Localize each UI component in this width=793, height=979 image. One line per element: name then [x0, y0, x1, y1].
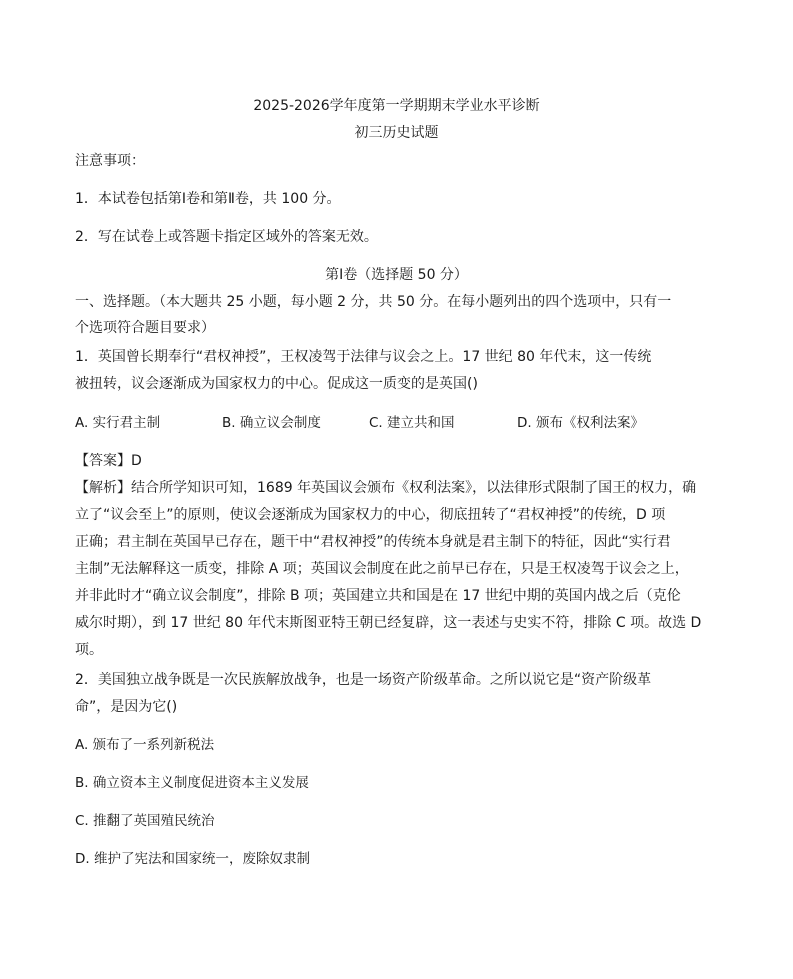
question-2-stem-line: 2．美国独立战争既是一次民族解放战争，也是一场资产阶级革命。之所以说它是“资产阶级革 — [75, 672, 652, 688]
question-1-analysis-line: 立了“议会至上”的原则，使议会逐渐成为国家权力的中心，彻底扭转了“君权神授”的传统，D 项 — [75, 507, 666, 523]
question-1-option-b: B. 确立议会制度 — [222, 415, 321, 431]
question-2-option-a: A. 颁布了一系列新税法 — [75, 737, 215, 753]
question-2-option-b: B. 确立资本主义制度促进资本主义发展 — [75, 775, 309, 791]
question-1-analysis-line: 并非此时才“确立议会制度”，排除 B 项；英国建立共和国是在 17 世纪中期的英国内战之后（克伦 — [75, 588, 681, 604]
question-1-analysis-line: 项。 — [75, 642, 103, 658]
question-1-stem-line: 1．英国曾长期奉行“君权神授”，王权凌驾于法律与议会之上。17 世纪 80 年代末，这一传统 — [75, 349, 652, 365]
question-1-analysis-line: 主制”无法解释这一质变，排除 A 项；英国议会制度在此之前早已存在，只是王权凌驾于议会之上， — [75, 561, 689, 577]
notice-heading: 注意事项： — [75, 153, 145, 169]
question-1-stem-line: 被扭转，议会逐渐成为国家权力的中心。促成这一质变的是英国() — [75, 376, 478, 392]
question-2-option-d: D. 维护了宪法和国家统一，废除奴隶制 — [75, 851, 310, 867]
question-1-analysis-line: 正确；君主制在英国早已存在，题干中“君权神授”的传统本身就是君主制下的特征，因此“实行君 — [75, 534, 671, 550]
question-1-option-d: D. 颁布《权利法案》 — [517, 415, 644, 431]
question-2-option-c: C. 推翻了英国殖民统治 — [75, 813, 215, 829]
section-intro-line: 个选项符合题目要求） — [75, 320, 215, 336]
exam-title: 2025-2026学年度第一学期期末学业水平诊断 — [253, 98, 540, 114]
question-2-stem-line: 命”，是因为它() — [75, 699, 178, 715]
exam-subtitle: 初三历史试题 — [354, 125, 439, 141]
question-1-answer: 【答案】D — [75, 453, 142, 469]
question-1-option-a: A. 实行君主制 — [75, 415, 161, 431]
section-title: 第Ⅰ卷（选择题 50 分） — [325, 267, 468, 283]
question-1-analysis-line: 威尔时期），到 17 世纪 80 年代末斯图亚特王朝已经复辟，这一表述与史实不符，排除 C 项。故选 D — [75, 615, 702, 631]
section-intro-line: 一、选择题。（本大题共 25 小题，每小题 2 分，共 50 分。在每小题列出的四个选项中，只有一 — [75, 294, 672, 310]
notice-item: 1．本试卷包括第Ⅰ卷和第Ⅱ卷，共 100 分。 — [75, 191, 341, 207]
question-1-option-c: C. 建立共和国 — [369, 415, 455, 431]
notice-item: 2．写在试卷上或答题卡指定区域外的答案无效。 — [75, 229, 378, 245]
question-1-analysis-line: 【解析】结合所学知识可知，1689 年英国议会颁布《权利法案》，以法律形式限制了国王的权力，确 — [75, 480, 697, 496]
